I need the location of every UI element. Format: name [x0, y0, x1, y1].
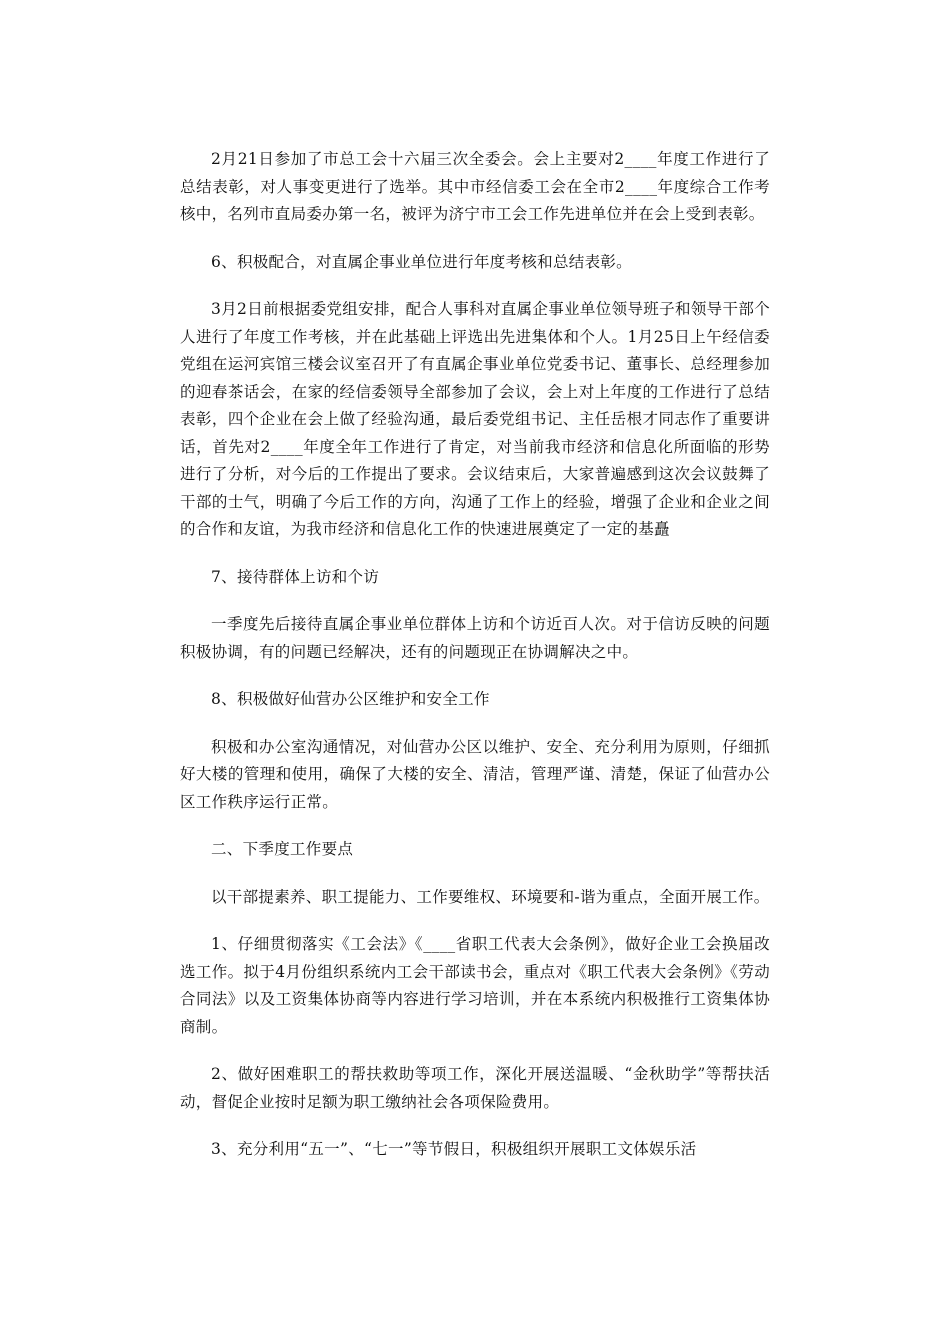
document-page: [180, 146, 770, 1184]
heading-office-safety: 8、积极做好仙营办公区维护和安全工作: [211, 690, 490, 708]
paragraph-annual-assessment: 3月2日前根据委党组安排，配合人事科对直属企事业单位领导班子和领导干部个人进行了年度工作考核，并在此基础上评选出先进集体和个人。1月25日上午经信委党组在运河宾馆三楼会议室召开了有直属企事业单位党委书记、董事长、总经理参加的迎春茶话会，在家的经信委领导全部参加了会议，会上对上年度的工作进行了总结表彰，四个企业在会上做了经验沟通，最后委党组书记、主任岳根才同志作了重要讲话，首先对2____年度全年工作进行了肯定，对当前我市经济和信息化所面临的形势进行了分析，对今后的工作提出了要求。会议结束后，大家普遍感到这次会议鼓舞了干部的士气，明确了今后工作的方向，沟通了工作上的经验，增强了企业和企业之间的合作和友谊，为我市经济和信息化工作的快速进展奠定了一定的基矗: [180, 300, 770, 538]
paragraph-item-2: 2、做好困难职工的帮扶救助等项工作，深化开展送温暖、“金秋助学”等帮扶活动，督促企业按时足额为职工缴纳社会各项保险费用。: [180, 1065, 770, 1111]
paragraph-meeting-commendation: 2月21日参加了市总工会十六届三次全委会。会上主要对2____年度工作进行了总结表彰，对人事变更进行了选举。其中市经信委工会在全市2____年度综合工作考核中，名列市直局委办第一名，被评为济宁市工会工作先进单位并在会上受到表彰。: [180, 150, 770, 223]
heading-petitions: 7、接待群体上访和个访: [211, 567, 380, 586]
heading-next-quarter: 二、下季度工作要点: [211, 840, 354, 858]
heading-annual-assessment: 6、积极配合，对直属企事业单位进行年度考核和总结表彰。: [211, 252, 632, 271]
paragraph-next-quarter-focus: 以干部提素养、职工提能力、工作要维权、环境要和-谐为重点，全面开展工作。: [211, 887, 770, 906]
paragraph-item-1: 1、仔细贯彻落实《工会法》《____省职工代表大会条例》，做好企业工会换届改选工作。拟于4月份组织系统内工会干部读书会，重点对《职工代表大会条例》《劳动合同法》以及工资集体协商等内容进行学习培训，并在本系统内积极推行工资集体协商制。: [180, 935, 770, 1036]
paragraph-office-safety: 积极和办公室沟通情况，对仙营办公区以维护、安全、充分利用为原则，仔细抓好大楼的管理和使用，确保了大楼的安全、清洁，管理严谨、清楚，保证了仙营办公区工作秩序运行正常。: [180, 737, 770, 811]
paragraph-item-3: 3、充分利用“五一”、“七一”等节假日，积极组织开展职工文体娱乐活: [211, 1140, 697, 1158]
paragraph-petitions: 一季度先后接待直属企事业单位群体上访和个访近百人次。对于信访反映的问题积极协调，有的问题已经解决，还有的问题现正在协调解决之中。: [180, 615, 770, 661]
